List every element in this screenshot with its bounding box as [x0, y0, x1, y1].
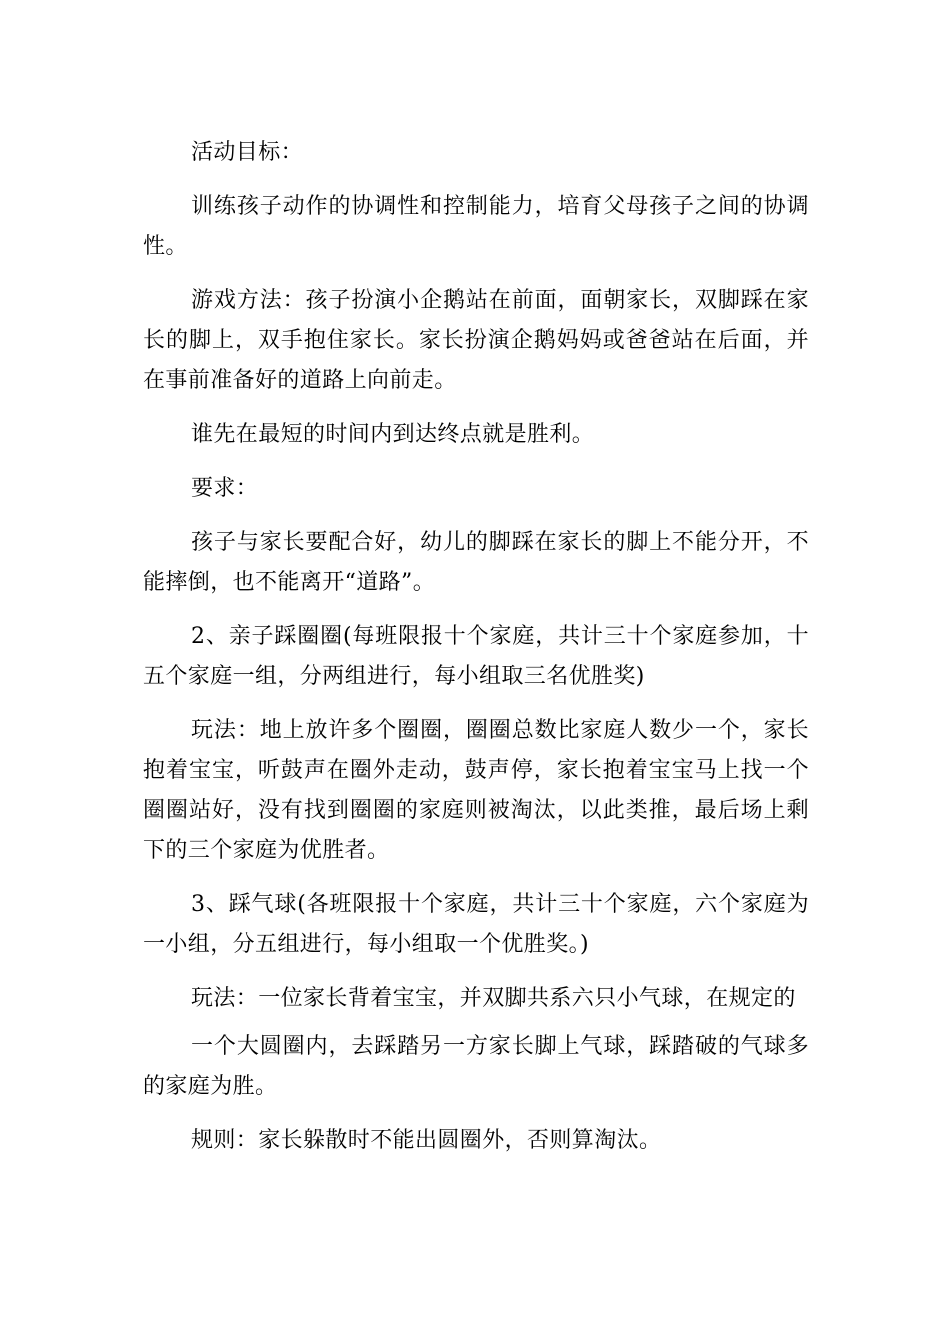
paragraph-game-3-play-part2: 一个大圆圈内，去踩踏另一方家长脚上气球，踩踏破的气球多的家庭为胜。	[143, 1034, 809, 1099]
paragraph-game-3-rules: 规则：家长躲散时不能出圆圈外，否则算淘汰。	[191, 1128, 662, 1153]
paragraph-requirements-text: 孩子与家长要配合好，幼儿的脚踩在家长的脚上不能分开，不能摔倒，也不能离开“道路”。	[143, 530, 809, 595]
paragraph-game-3-play-part1: 玩法：一位家长背着宝宝，并双脚共系六只小气球，在规定的	[191, 986, 796, 1011]
paragraph-winner-rule: 谁先在最短的时间内到达终点就是胜利。	[191, 422, 595, 447]
document-body	[143, 133, 809, 1175]
paragraph-game-method: 游戏方法：孩子扮演小企鹅站在前面，面朝家长，双脚踩在家长的脚上，双手抱住家长。家长扮演企鹅妈妈或爸爸站在后面，并在事前准备好的道路上向前走。	[143, 288, 809, 393]
paragraph-goal-text: 训练孩子动作的协调性和控制能力，培育父母孩子之间的协调性。	[143, 194, 809, 259]
paragraph-game-3-title: 3、踩气球(各班限报十个家庭，共计三十个家庭，六个家庭为一小组，分五组进行，每小组取一个优胜奖。)	[143, 892, 809, 957]
heading-activity-goal: 活动目标：	[191, 140, 304, 165]
paragraph-game-2-title: 2、亲子踩圈圈(每班限报十个家庭，共计三十个家庭参加，十五个家庭一组，分两组进行，每小组取三名优胜奖)	[143, 624, 809, 689]
heading-requirements: 要求：	[191, 476, 259, 501]
paragraph-game-2-play: 玩法：地上放许多个圈圈，圈圈总数比家庭人数少一个，家长抱着宝宝，听鼓声在圈外走动，鼓声停，家长抱着宝宝马上找一个圈圈站好，没有找到圈圈的家庭则被淘汰，以此类推，最后场上剩下的三个家庭为优胜者。	[143, 718, 809, 863]
